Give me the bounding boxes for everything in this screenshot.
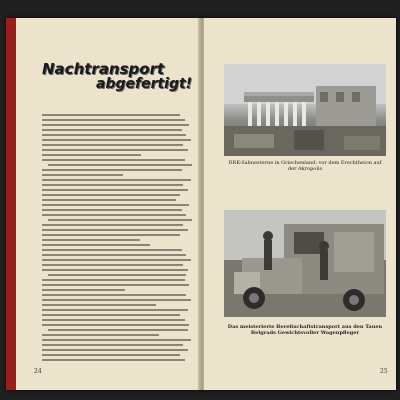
- body-text-line: [42, 114, 180, 116]
- page-number-left: 24: [34, 368, 42, 375]
- body-text-line: [42, 324, 189, 326]
- body-text-line: [42, 304, 156, 306]
- body-text-line: [42, 239, 140, 241]
- article-body-text: [42, 114, 192, 364]
- body-text-line: [42, 264, 183, 266]
- body-text-line: [42, 194, 180, 196]
- body-text-line: [42, 179, 191, 181]
- body-text-line: [42, 349, 188, 351]
- photo-caption-bottom: Das meisterierte Bereitschaftstransport aus den Tauen Belgrads Gewichtsvoller Wagenpfleger: [227, 324, 383, 336]
- body-text-line: [42, 279, 185, 281]
- red-edge-bar: [6, 18, 16, 390]
- body-text-line: [42, 284, 189, 286]
- body-text-line: [42, 224, 183, 226]
- body-text-line: [42, 154, 141, 156]
- body-text-line: [42, 354, 180, 356]
- body-text-line: [42, 169, 182, 171]
- body-text-line: [42, 269, 188, 271]
- body-text-line: [48, 329, 188, 331]
- body-text-line: [42, 314, 180, 316]
- body-text-line: [42, 199, 176, 201]
- body-text-line: [42, 254, 186, 256]
- photo-acropolis: [224, 64, 386, 156]
- body-text-line: [42, 259, 191, 261]
- body-text-line: [42, 244, 150, 246]
- photo-caption-top: DRK-Sahnesterne in Griechenland: vor dem Erechtheion auf der Akropolis: [228, 160, 382, 172]
- article-headline: [34, 60, 192, 96]
- body-text-line: [42, 234, 180, 236]
- headline-line-2: abgefertigt!: [96, 76, 193, 92]
- body-text-line: [42, 319, 185, 321]
- body-text-line: [42, 229, 188, 231]
- body-text-line: [42, 204, 189, 206]
- body-text-line: [42, 149, 188, 151]
- body-text-line: [42, 214, 186, 216]
- body-text-line: [42, 359, 185, 361]
- body-text-line: [42, 134, 186, 136]
- body-text-line: [42, 299, 191, 301]
- body-text-line: [48, 219, 192, 221]
- page-number-right: 25: [380, 368, 388, 375]
- body-text-line: [48, 274, 186, 276]
- headline-line-1: Nachtransport: [42, 60, 165, 78]
- body-text-line: [42, 334, 159, 336]
- body-text-line: [42, 249, 182, 251]
- body-text-line: [48, 164, 192, 166]
- body-text-line: [42, 144, 183, 146]
- body-text-line: [42, 209, 182, 211]
- body-text-line: [42, 189, 188, 191]
- body-text-line: [42, 344, 183, 346]
- body-text-line: [42, 294, 186, 296]
- photo-transport-truck: [224, 210, 386, 317]
- body-text-line: [42, 129, 182, 131]
- body-text-line: [42, 159, 185, 161]
- open-book: [6, 18, 396, 390]
- body-text-line: [42, 139, 191, 141]
- body-text-line: [42, 309, 188, 311]
- body-text-line: [42, 339, 191, 341]
- body-text-line: [42, 124, 189, 126]
- body-text-line: [42, 174, 123, 176]
- right-page: [204, 18, 396, 390]
- body-text-line: [42, 119, 185, 121]
- left-page: [6, 18, 200, 390]
- body-text-line: [42, 289, 125, 291]
- body-text-line: [42, 184, 183, 186]
